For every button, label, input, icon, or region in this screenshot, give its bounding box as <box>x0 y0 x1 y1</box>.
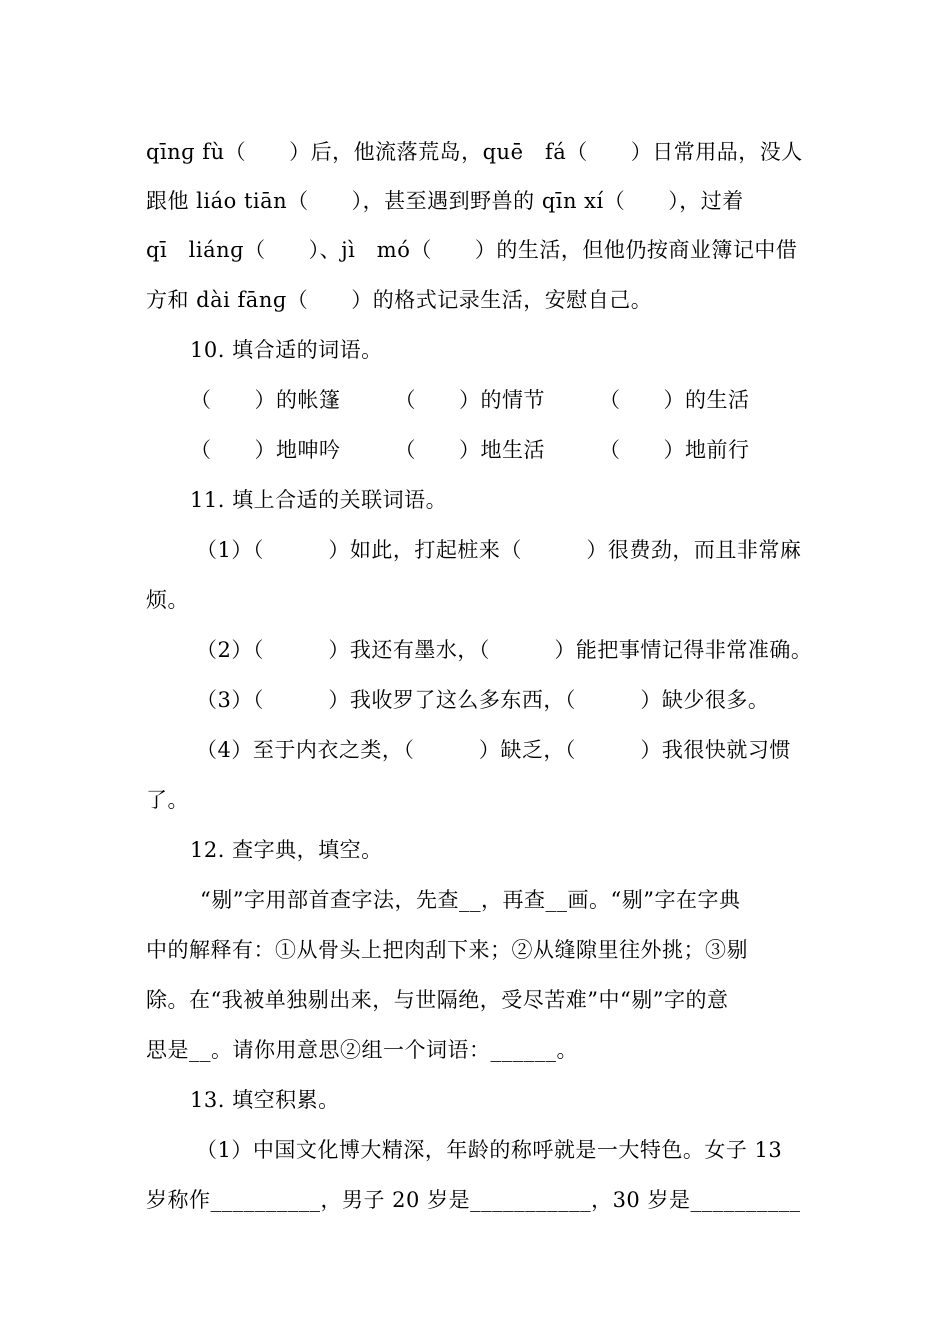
question-13-item-1: （1）中国文化博大精深，年龄的称呼就是一大特色。女子 13 <box>196 1138 783 1162</box>
question-10-title: 10. 填合适的词语。 <box>190 338 383 362</box>
question-12-title: 12. 查字典，填空。 <box>190 838 383 862</box>
question-12-body-3: 除。在“我被单独剔出来，与世隔绝，受尽苦难”中“剔”字的意 <box>146 988 729 1012</box>
question-12-body-1: “剔”字用部首查字法，先查__，再查__画。“剔”字在字典 <box>200 888 741 912</box>
question-10-row-1: （ ）的帐篷 （ ）的情节 （ ）的生活 <box>190 388 750 412</box>
question-11-item-2: （2）（ ）我还有墨水，（ ）能把事情记得非常准确。 <box>196 638 813 662</box>
question-11-item-1-cont: 烦。 <box>146 588 189 612</box>
question-11-item-4-cont: 了。 <box>146 788 189 812</box>
pinyin-line-2: 跟他 liáo tiān（ ），甚至遇到野兽的 qīn xí（ ），过着 <box>146 189 744 213</box>
question-10-row-2: （ ）地呻吟 （ ）地生活 （ ）地前行 <box>190 438 750 462</box>
question-11-title: 11. 填上合适的关联词语。 <box>190 488 448 512</box>
pinyin-line-3: qī liánɡ（ ）、jì mó（ ）的生活，但他仍按商业簿记中借 <box>146 238 798 262</box>
question-12-body-2: 中的解释有：①从骨头上把肉刮下来；②从缝隙里往外挑；③剔 <box>146 938 748 962</box>
question-12-body-4: 思是__。请你用意思②组一个词语：______。 <box>146 1038 578 1062</box>
question-13-item-1-cont: 岁称作__________，男子 20 岁是___________，30 岁是__________ <box>146 1188 801 1212</box>
question-11-item-1: （1）（ ）如此，打起桩来（ ）很费劲，而且非常麻 <box>196 538 802 562</box>
pinyin-line-1: qīnɡ fù（ ）后，他流落荒岛，quē fá（ ）日常用品，没人 <box>146 140 803 164</box>
question-11-item-3: （3）（ ）我收罗了这么多东西，（ ）缺少很多。 <box>196 688 770 712</box>
question-13-title: 13. 填空积累。 <box>190 1088 340 1112</box>
pinyin-line-4: 方和 dài fānɡ（ ）的格式记录生活，安慰自己。 <box>146 288 653 312</box>
question-11-item-4: （4）至于内衣之类，（ ）缺乏，（ ）我很快就习惯 <box>196 738 791 762</box>
